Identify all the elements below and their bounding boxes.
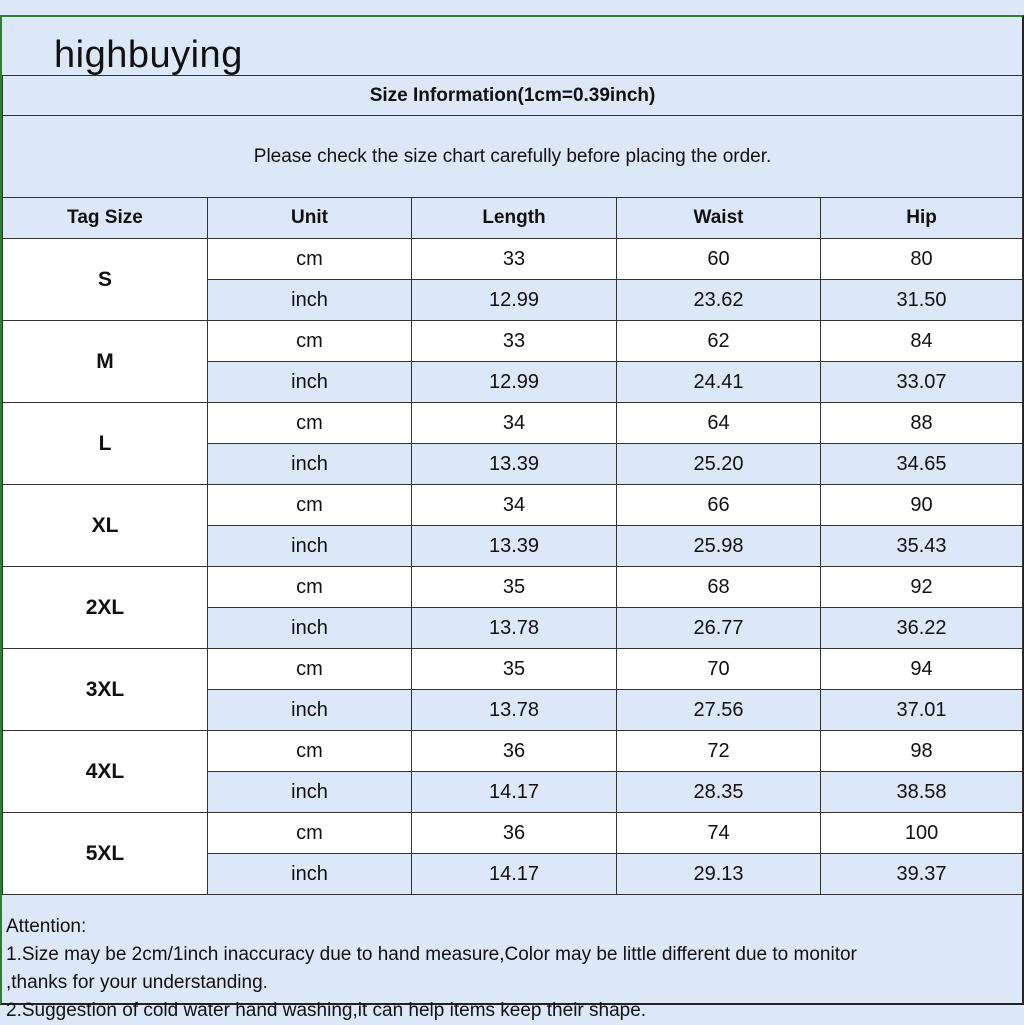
waist-cell: 24.41 bbox=[617, 362, 821, 403]
unit-cell: inch bbox=[208, 444, 412, 485]
length-cell: 12.99 bbox=[412, 280, 617, 321]
hip-cell: 88 bbox=[821, 403, 1023, 444]
hip-cell: 98 bbox=[821, 731, 1023, 772]
attention-line-3: 2.Suggestion of cold water hand washing,it can help items keep their shape. bbox=[6, 1000, 647, 1021]
unit-cell: cm bbox=[208, 485, 412, 526]
waist-cell: 62 bbox=[617, 321, 821, 362]
length-cell: 13.39 bbox=[412, 444, 617, 485]
tag-size-cell: L bbox=[3, 403, 208, 485]
unit-cell: cm bbox=[208, 403, 412, 444]
table-row bbox=[3, 321, 1023, 362]
hip-cell: 35.43 bbox=[821, 526, 1023, 567]
size-chart-frame bbox=[0, 15, 1024, 1021]
hip-cell: 31.50 bbox=[821, 280, 1023, 321]
length-cell: 35 bbox=[412, 567, 617, 608]
tag-size-cell: XL bbox=[3, 485, 208, 567]
hip-cell: 36.22 bbox=[821, 608, 1023, 649]
hip-cell: 39.37 bbox=[821, 854, 1023, 895]
header-length: Length bbox=[412, 198, 617, 239]
header-unit: Unit bbox=[208, 198, 412, 239]
chart-title: Size Information(1cm=0.39inch) bbox=[3, 76, 1023, 116]
table-row bbox=[3, 813, 1023, 854]
hip-cell: 38.58 bbox=[821, 772, 1023, 813]
unit-cell: inch bbox=[208, 362, 412, 403]
hip-cell: 84 bbox=[821, 321, 1023, 362]
tag-size-cell: 2XL bbox=[3, 567, 208, 649]
hip-cell: 37.01 bbox=[821, 690, 1023, 731]
waist-cell: 23.62 bbox=[617, 280, 821, 321]
waist-cell: 64 bbox=[617, 403, 821, 444]
hip-cell: 94 bbox=[821, 649, 1023, 690]
length-cell: 35 bbox=[412, 649, 617, 690]
tag-size-cell: 5XL bbox=[3, 813, 208, 895]
header-row bbox=[3, 198, 1023, 239]
unit-cell: cm bbox=[208, 567, 412, 608]
waist-cell: 68 bbox=[617, 567, 821, 608]
table-row bbox=[3, 239, 1023, 280]
hip-cell: 34.65 bbox=[821, 444, 1023, 485]
header-waist: Waist bbox=[617, 198, 821, 239]
brand-watermark: highbuying bbox=[54, 34, 243, 76]
hip-cell: 100 bbox=[821, 813, 1023, 854]
unit-cell: cm bbox=[208, 731, 412, 772]
length-cell: 13.39 bbox=[412, 526, 617, 567]
waist-cell: 26.77 bbox=[617, 608, 821, 649]
unit-cell: inch bbox=[208, 526, 412, 567]
length-cell: 36 bbox=[412, 813, 617, 854]
unit-cell: inch bbox=[208, 608, 412, 649]
waist-cell: 29.13 bbox=[617, 854, 821, 895]
size-table bbox=[2, 75, 1023, 895]
table-row bbox=[3, 403, 1023, 444]
table-row bbox=[3, 731, 1023, 772]
unit-cell: cm bbox=[208, 649, 412, 690]
table-row bbox=[3, 649, 1023, 690]
waist-cell: 27.56 bbox=[617, 690, 821, 731]
note-row bbox=[3, 116, 1023, 198]
hip-cell: 92 bbox=[821, 567, 1023, 608]
waist-cell: 70 bbox=[617, 649, 821, 690]
table-row bbox=[3, 567, 1023, 608]
title-row bbox=[3, 76, 1023, 116]
waist-cell: 25.20 bbox=[617, 444, 821, 485]
waist-cell: 28.35 bbox=[617, 772, 821, 813]
unit-cell: inch bbox=[208, 690, 412, 731]
length-cell: 13.78 bbox=[412, 608, 617, 649]
tag-size-cell: 4XL bbox=[3, 731, 208, 813]
unit-cell: cm bbox=[208, 813, 412, 854]
length-cell: 14.17 bbox=[412, 854, 617, 895]
length-cell: 12.99 bbox=[412, 362, 617, 403]
waist-cell: 74 bbox=[617, 813, 821, 854]
unit-cell: cm bbox=[208, 321, 412, 362]
waist-cell: 25.98 bbox=[617, 526, 821, 567]
tag-size-cell: M bbox=[3, 321, 208, 403]
waist-cell: 72 bbox=[617, 731, 821, 772]
length-cell: 34 bbox=[412, 485, 617, 526]
length-cell: 36 bbox=[412, 731, 617, 772]
tag-size-cell: 3XL bbox=[3, 649, 208, 731]
header-hip: Hip bbox=[821, 198, 1023, 239]
length-cell: 34 bbox=[412, 403, 617, 444]
hip-cell: 33.07 bbox=[821, 362, 1023, 403]
hip-cell: 80 bbox=[821, 239, 1023, 280]
attention-line-1: 1.Size may be 2cm/1inch inaccuracy due to hand measure,Color may be little different due to monitor bbox=[6, 944, 857, 965]
attention-heading: Attention: bbox=[6, 916, 87, 937]
unit-cell: inch bbox=[208, 280, 412, 321]
length-cell: 33 bbox=[412, 321, 617, 362]
chart-note: Please check the size chart carefully before placing the order. bbox=[3, 116, 1023, 198]
waist-cell: 66 bbox=[617, 485, 821, 526]
unit-cell: inch bbox=[208, 772, 412, 813]
length-cell: 13.78 bbox=[412, 690, 617, 731]
tag-size-cell: S bbox=[3, 239, 208, 321]
length-cell: 33 bbox=[412, 239, 617, 280]
table-row bbox=[3, 485, 1023, 526]
waist-cell: 60 bbox=[617, 239, 821, 280]
unit-cell: cm bbox=[208, 239, 412, 280]
hip-cell: 90 bbox=[821, 485, 1023, 526]
attention-line-2: ,thanks for your understanding. bbox=[6, 972, 268, 993]
attention-notes bbox=[6, 913, 1016, 1025]
unit-cell: inch bbox=[208, 854, 412, 895]
header-tag-size: Tag Size bbox=[3, 198, 208, 239]
length-cell: 14.17 bbox=[412, 772, 617, 813]
